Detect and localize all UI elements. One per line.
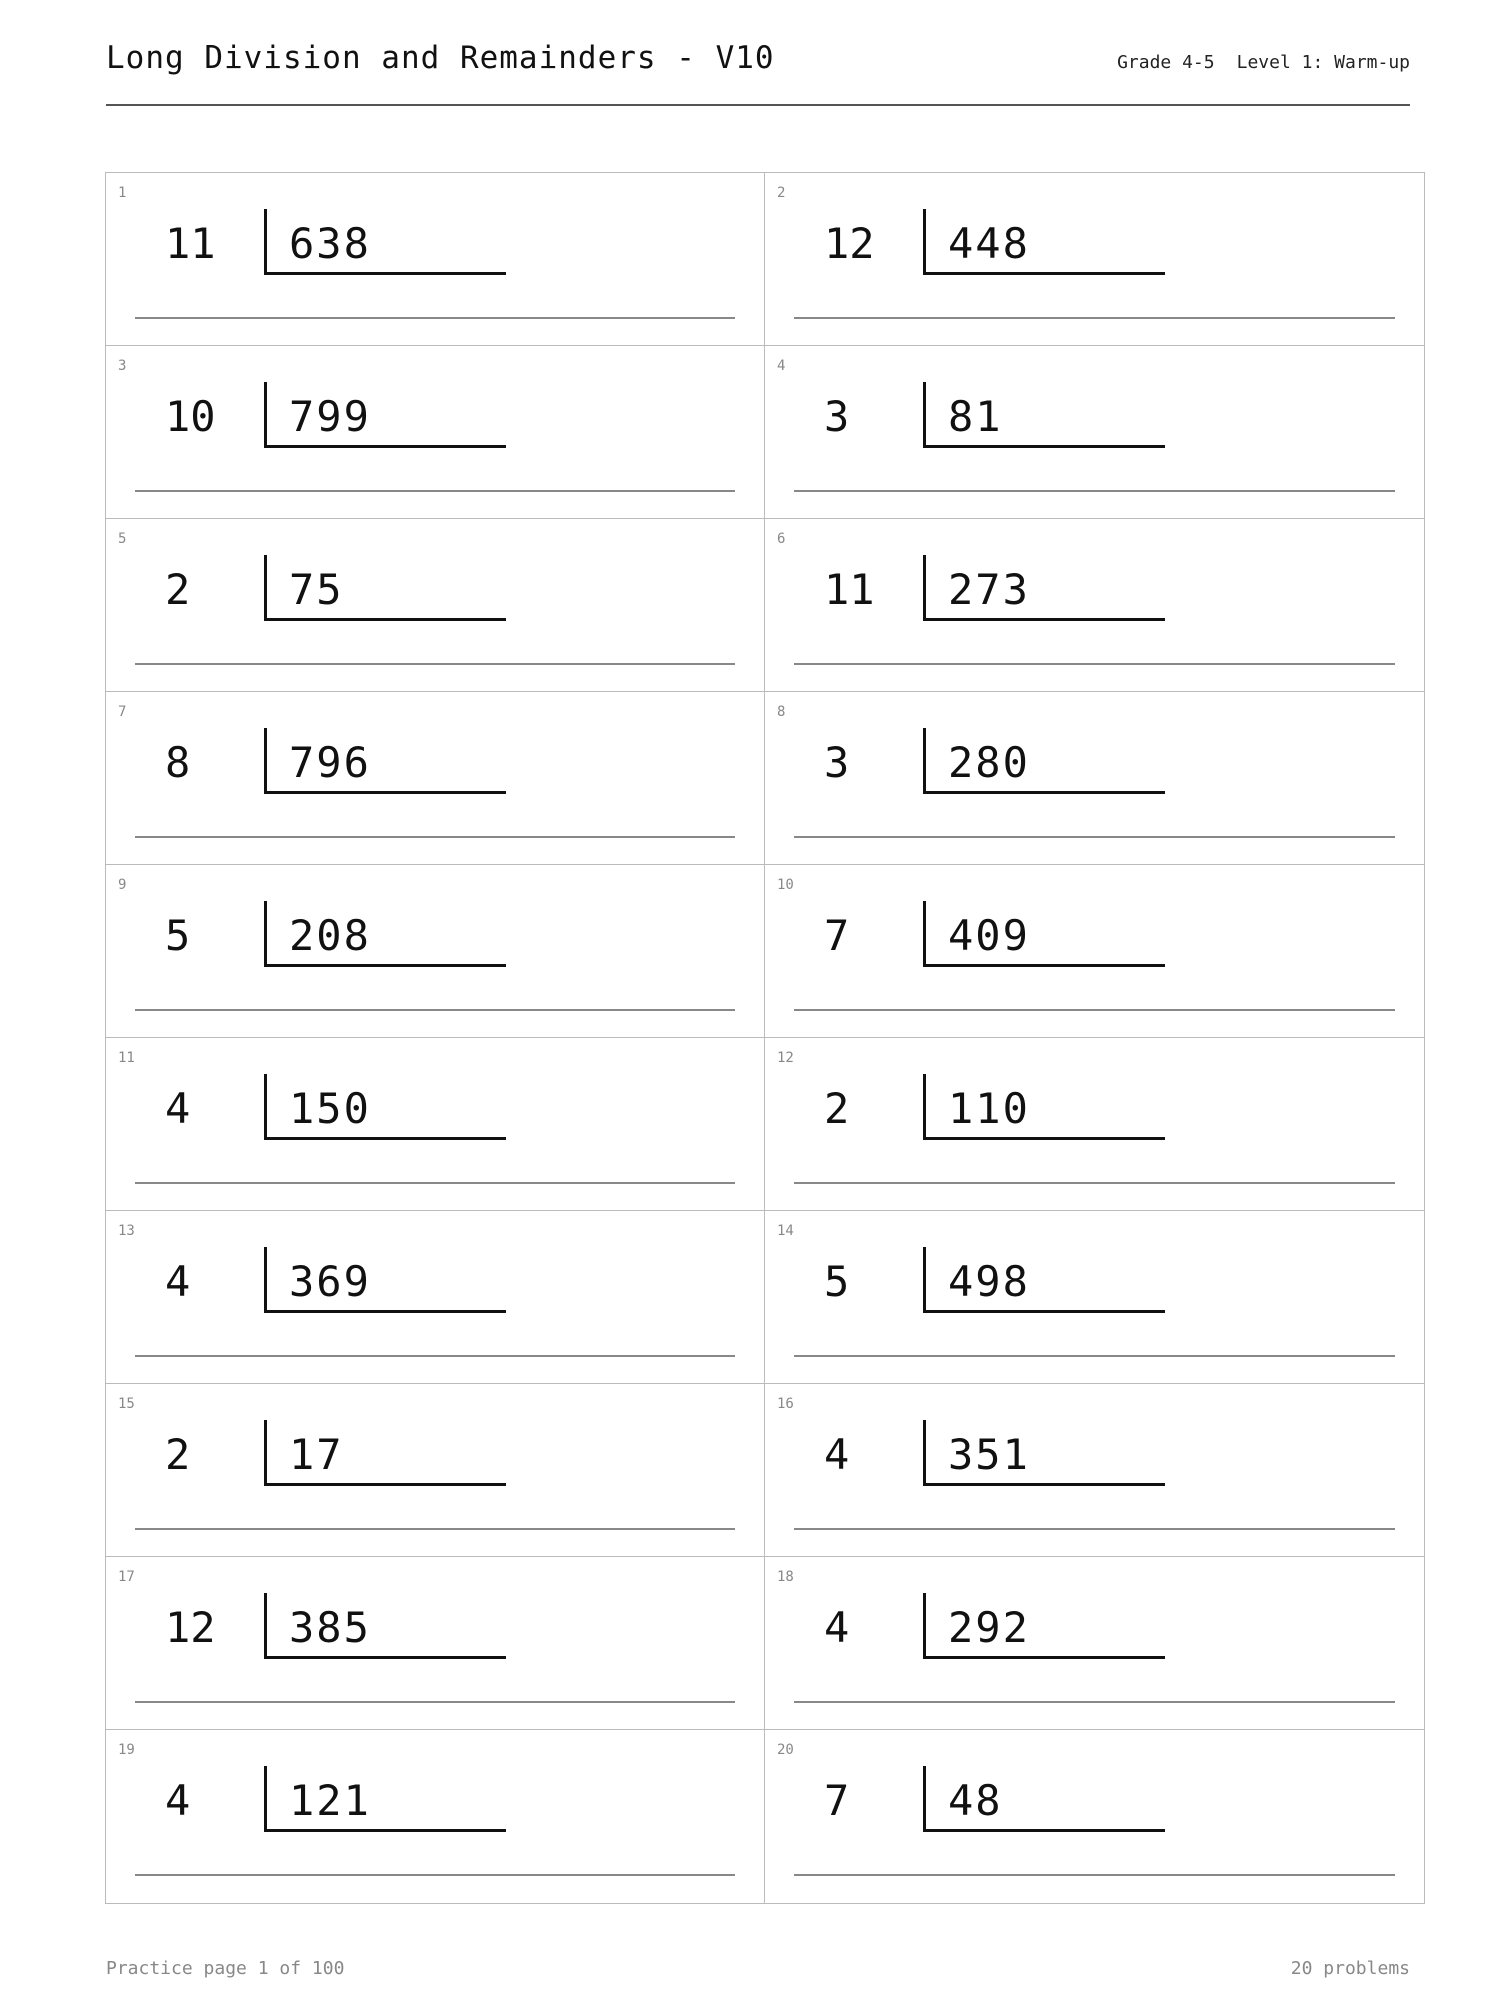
answer-line[interactable] <box>135 317 735 319</box>
problem-number: 13 <box>118 1223 135 1239</box>
problem-number: 1 <box>118 185 127 201</box>
problem-number: 5 <box>118 531 127 547</box>
problem-card <box>765 1730 1424 1903</box>
answer-line[interactable] <box>794 663 1395 665</box>
worksheet-meta <box>1117 52 1410 73</box>
problem-card <box>106 1730 765 1903</box>
problem-card <box>106 519 765 692</box>
problem-card <box>765 519 1424 692</box>
problem-number: 11 <box>118 1050 135 1066</box>
problem-number: 15 <box>118 1396 135 1412</box>
answer-line[interactable] <box>135 836 735 838</box>
problem-card <box>765 346 1424 519</box>
problem-number: 14 <box>777 1223 794 1239</box>
divisor: 2 <box>165 565 191 614</box>
level-label: Level 1: Warm-up <box>1236 52 1410 73</box>
problem-number: 16 <box>777 1396 794 1412</box>
dividend: 369 <box>289 1257 371 1306</box>
problem-card <box>765 1384 1424 1557</box>
answer-line[interactable] <box>794 836 1395 838</box>
divisor: 7 <box>824 911 850 960</box>
problem-grid <box>105 172 1425 1904</box>
dividend: 638 <box>289 219 371 268</box>
divisor: 7 <box>824 1776 850 1825</box>
problem-card <box>765 1038 1424 1211</box>
problem-card <box>106 692 765 865</box>
dividend: 81 <box>948 392 1003 441</box>
problem-count: 20 problems <box>1290 1958 1410 1979</box>
answer-line[interactable] <box>135 490 735 492</box>
divisor: 5 <box>824 1257 850 1306</box>
dividend: 150 <box>289 1084 371 1133</box>
problem-card <box>106 173 765 346</box>
problem-number: 17 <box>118 1569 135 1585</box>
answer-line[interactable] <box>135 1009 735 1011</box>
dividend: 208 <box>289 911 371 960</box>
grade-label: Grade 4-5 <box>1117 52 1215 73</box>
problem-card <box>106 1557 765 1730</box>
dividend: 75 <box>289 565 344 614</box>
divisor: 2 <box>824 1084 850 1133</box>
problem-card <box>106 1384 765 1557</box>
problem-number: 3 <box>118 358 127 374</box>
problem-card <box>106 346 765 519</box>
answer-line[interactable] <box>135 663 735 665</box>
problem-number: 12 <box>777 1050 794 1066</box>
dividend: 280 <box>948 738 1030 787</box>
problem-number: 2 <box>777 185 786 201</box>
problem-number: 10 <box>777 877 794 893</box>
answer-line[interactable] <box>794 1009 1395 1011</box>
dividend: 273 <box>948 565 1030 614</box>
problem-card <box>765 1211 1424 1384</box>
problem-card <box>106 1211 765 1384</box>
answer-line[interactable] <box>794 317 1395 319</box>
divisor: 10 <box>165 392 216 441</box>
divisor: 12 <box>824 219 875 268</box>
problem-number: 8 <box>777 704 786 720</box>
problem-card <box>106 1038 765 1211</box>
dividend: 351 <box>948 1430 1030 1479</box>
divisor: 4 <box>824 1430 850 1479</box>
answer-line[interactable] <box>135 1182 735 1184</box>
answer-line[interactable] <box>794 1874 1395 1876</box>
answer-line[interactable] <box>794 490 1395 492</box>
problem-card <box>765 173 1424 346</box>
answer-line[interactable] <box>135 1528 735 1530</box>
dividend: 292 <box>948 1603 1030 1652</box>
divisor: 4 <box>165 1084 191 1133</box>
page-indicator: Practice page 1 of 100 <box>106 1958 345 1979</box>
problem-number: 19 <box>118 1742 135 1758</box>
dividend: 498 <box>948 1257 1030 1306</box>
problem-number: 7 <box>118 704 127 720</box>
worksheet-header <box>106 36 1410 106</box>
divisor: 12 <box>165 1603 216 1652</box>
answer-line[interactable] <box>135 1874 735 1876</box>
divisor: 4 <box>165 1257 191 1306</box>
divisor: 4 <box>824 1603 850 1652</box>
problem-number: 20 <box>777 1742 794 1758</box>
divisor: 8 <box>165 738 191 787</box>
divisor: 3 <box>824 392 850 441</box>
problem-card <box>106 865 765 1038</box>
dividend: 48 <box>948 1776 1003 1825</box>
problem-number: 4 <box>777 358 786 374</box>
answer-line[interactable] <box>135 1355 735 1357</box>
dividend: 448 <box>948 219 1030 268</box>
divisor: 11 <box>824 565 875 614</box>
problem-number: 6 <box>777 531 786 547</box>
dividend: 17 <box>289 1430 344 1479</box>
dividend: 409 <box>948 911 1030 960</box>
answer-line[interactable] <box>135 1701 735 1703</box>
problem-number: 18 <box>777 1569 794 1585</box>
divisor: 3 <box>824 738 850 787</box>
answer-line[interactable] <box>794 1182 1395 1184</box>
page-title: Long Division and Remainders - V10 <box>106 40 775 76</box>
divisor: 5 <box>165 911 191 960</box>
problem-card <box>765 692 1424 865</box>
problem-card <box>765 1557 1424 1730</box>
divisor: 2 <box>165 1430 191 1479</box>
answer-line[interactable] <box>794 1528 1395 1530</box>
dividend: 796 <box>289 738 371 787</box>
divisor: 4 <box>165 1776 191 1825</box>
problem-card <box>765 865 1424 1038</box>
dividend: 121 <box>289 1776 371 1825</box>
dividend: 799 <box>289 392 371 441</box>
answer-line[interactable] <box>794 1701 1395 1703</box>
divisor: 11 <box>165 219 216 268</box>
problem-number: 9 <box>118 877 127 893</box>
answer-line[interactable] <box>794 1355 1395 1357</box>
dividend: 385 <box>289 1603 371 1652</box>
dividend: 110 <box>948 1084 1030 1133</box>
